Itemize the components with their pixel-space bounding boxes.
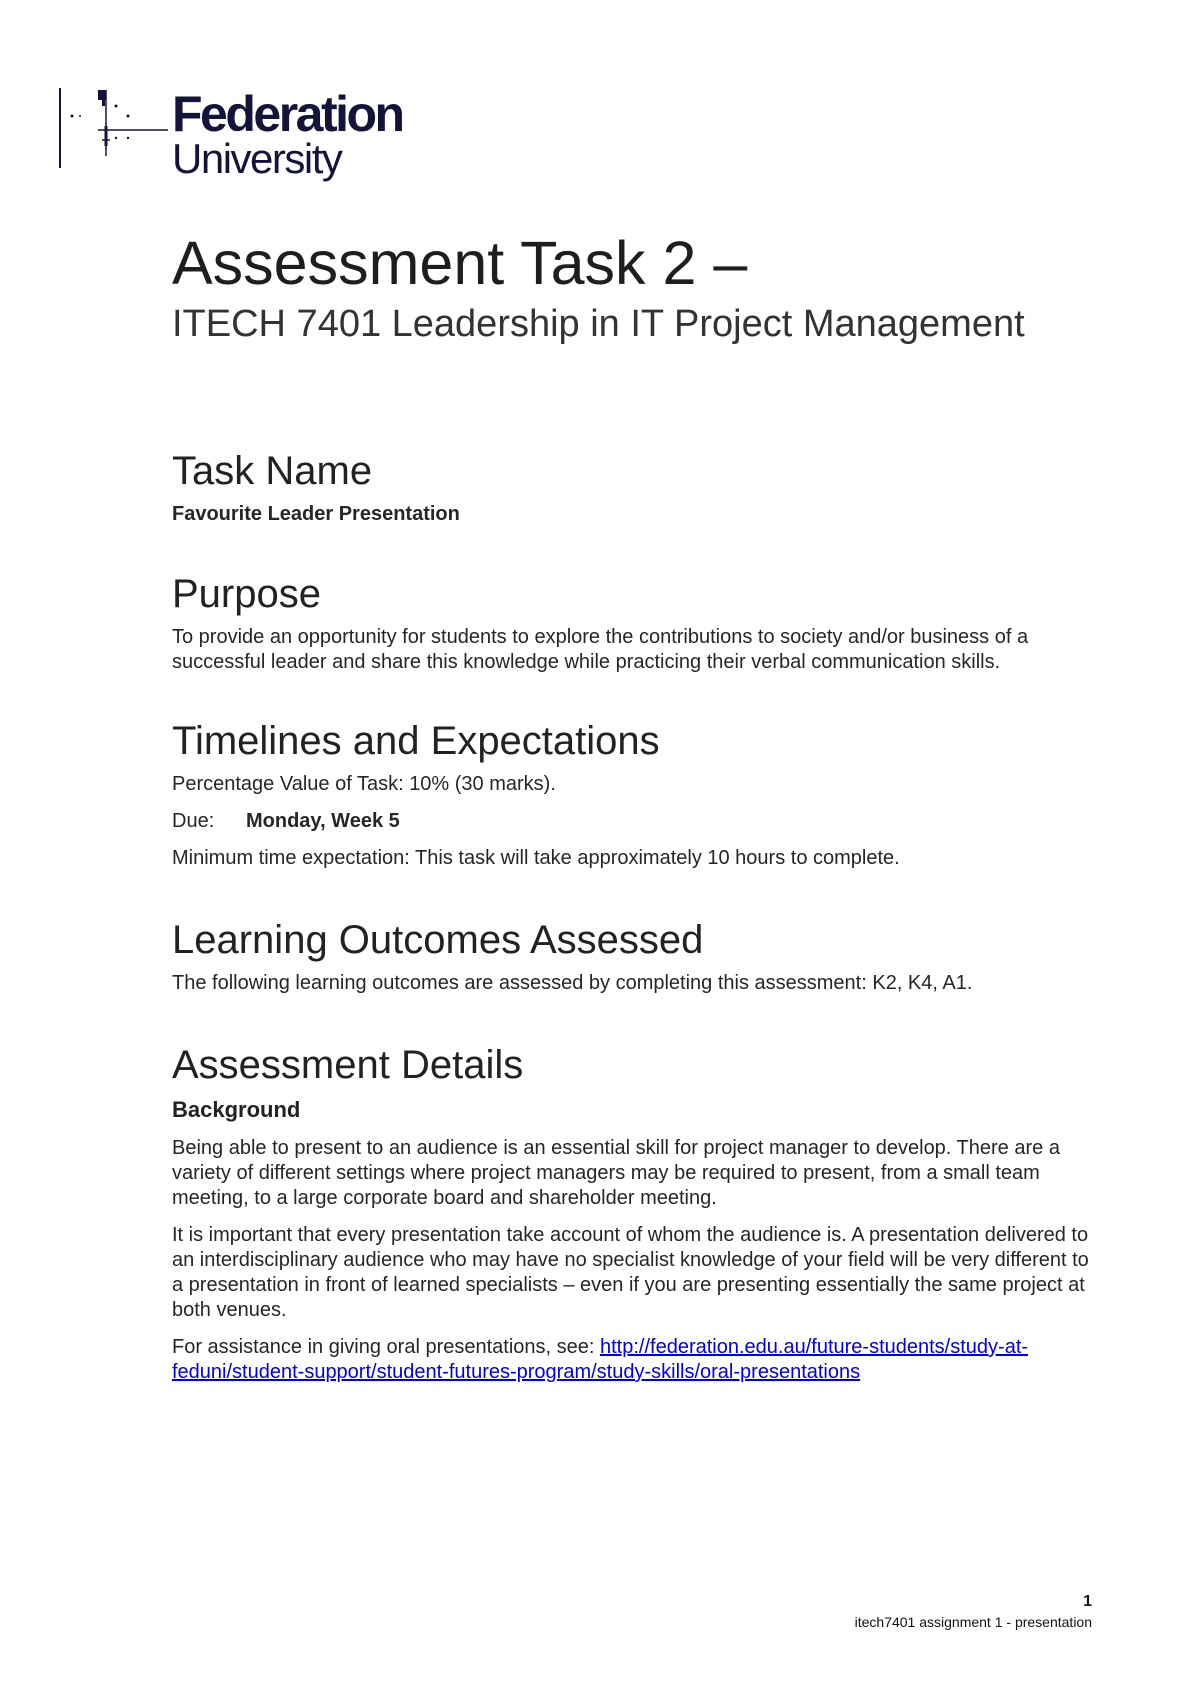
oral-presentations-link[interactable]: http://federation.edu.au/future-students/study-at-feduni/student-support/student-futures-program/study-skills/oral-presentations bbox=[172, 1336, 1029, 1383]
university-crest-icon bbox=[58, 86, 168, 176]
timelines-heading: Timelines and Expectations bbox=[172, 719, 660, 763]
due-label: Due: bbox=[172, 810, 215, 832]
purpose-section bbox=[172, 571, 1092, 675]
purpose-text: To provide an opportunity for students to explore the contributions to society and/or business of a successful leader and share this knowledge while practicing their verbal communication skills. bbox=[172, 626, 1029, 673]
learning-outcomes-text: The following learning outcomes are assessed by completing this assessment: K2, K4, A1. bbox=[172, 972, 973, 994]
page-footer bbox=[855, 1592, 1092, 1632]
assistance-prefix: For assistance in giving oral presentations, see: bbox=[172, 1336, 600, 1358]
document-body bbox=[172, 228, 1092, 1385]
due-value: Monday, Week 5 bbox=[246, 810, 400, 832]
background-heading: Background bbox=[172, 1097, 301, 1122]
background-paragraph-2: It is important that every presentation take account of whom the audience is. A presentation delivered to an interdisciplinary audience who may have no specialist knowledge of your field will be very different to a presentation in front of learned specialists – even if you are presenting essentially the same project at both venues. bbox=[172, 1224, 1089, 1321]
purpose-heading: Purpose bbox=[172, 572, 321, 616]
learning-outcomes-section bbox=[172, 917, 1092, 996]
federation-university-logo bbox=[58, 86, 438, 186]
logo-word-university: University bbox=[172, 135, 342, 182]
task-name-heading: Task Name bbox=[172, 449, 373, 493]
assessment-details-heading: Assessment Details bbox=[172, 1043, 524, 1087]
page-number: 1 bbox=[1083, 1593, 1092, 1610]
footer-doc-label: itech7401 assignment 1 - presentation bbox=[854, 1614, 1092, 1630]
minimum-time-text: Minimum time expectation: This task will take approximately 10 hours to complete. bbox=[172, 847, 900, 869]
learning-outcomes-heading: Learning Outcomes Assessed bbox=[172, 918, 704, 962]
due-line bbox=[172, 809, 1092, 834]
task-name-value: Favourite Leader Presentation bbox=[172, 503, 460, 525]
document-subtitle: ITECH 7401 Leadership in IT Project Management bbox=[172, 303, 1025, 345]
assistance-paragraph bbox=[172, 1335, 1092, 1385]
assessment-details-section bbox=[172, 1042, 1092, 1385]
timelines-section bbox=[172, 718, 1092, 871]
task-name-section bbox=[172, 448, 1092, 527]
percentage-value-text: Percentage Value of Task: 10% (30 marks). bbox=[172, 773, 556, 795]
document-title: Assessment Task 2 – bbox=[172, 229, 748, 297]
logo-word-federation: Federation bbox=[172, 86, 403, 142]
background-paragraph-1: Being able to present to an audience is an essential skill for project manager to develop. There are a variety of different settings where project managers may be required to present, from a small team meeting, to a large corporate board and shareholder meeting. bbox=[172, 1137, 1060, 1209]
